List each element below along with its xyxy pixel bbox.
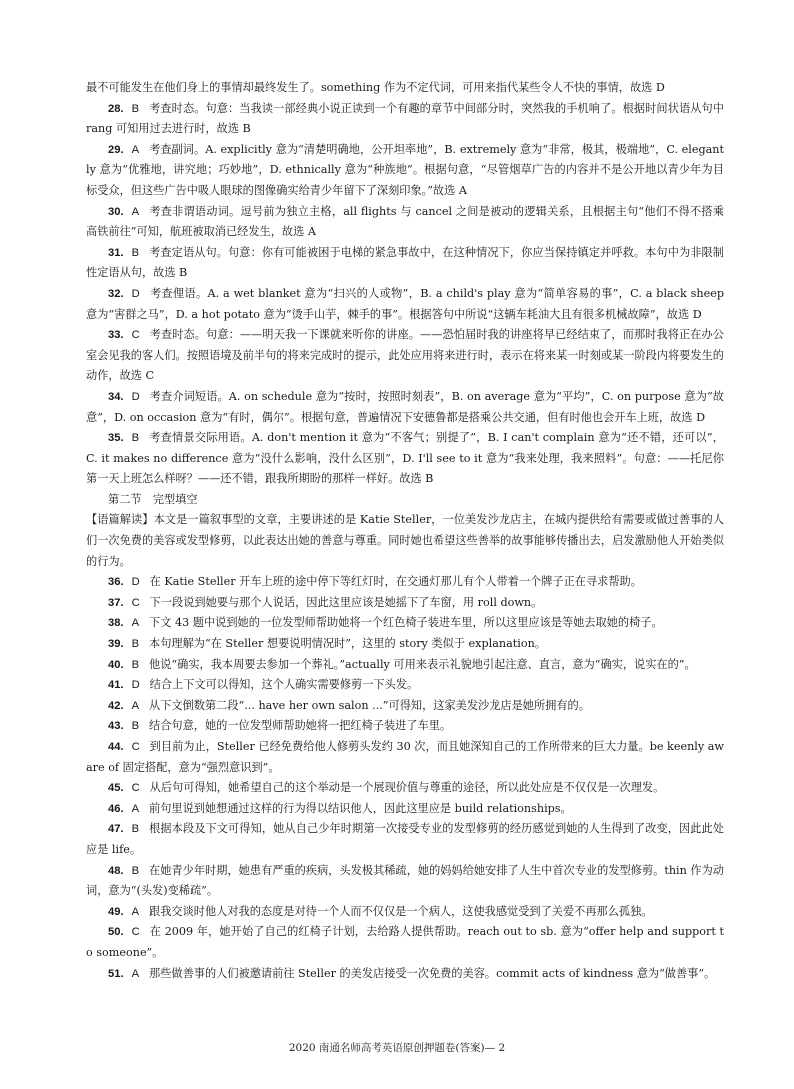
answer-letter: C	[131, 741, 140, 753]
explanation-text: 考查非谓语动词。逗号前为独立主格，all flights 与 cancel 之间是被动的逻辑关系，且根据主句“他们不得不搭乘高铁前往”可知，航班被取消已经发生，故选 A	[86, 204, 724, 239]
answer-letter: C	[131, 782, 140, 795]
answer-letter: A	[131, 617, 140, 630]
answer-letter: C	[131, 926, 140, 939]
answer-item	[86, 675, 724, 696]
explanation-text: 考查情景交际用语。A. don't mention it 意为“不客气；别提了”，B. I can't complain 意为“还不错，还可以”，C. it makes no difference 意为“没什么影响，没什么区别”，D. I'll see to it 意为“我来处理，我来照料”。句意：——托尼你第一天上班怎么样呀？——还不错，跟我所期盼的那样一样好。故选 B	[86, 431, 724, 486]
question-number: 28.	[108, 102, 124, 115]
explanation-text: 结合上下文可以得知，这个人确实需要修剪一下头发。	[149, 678, 419, 692]
answer-item	[86, 593, 724, 614]
explanation-text: 那些做善事的人们被邀请前往 Steller 的美发店接受一次免费的美容。commit acts of kindness 意为“做善事”。	[149, 966, 716, 980]
explanation-text: 在 Katie Steller 开车上班的途中停下等红灯时，在交通灯那儿有个人带着一个牌子正在寻求帮助。	[149, 575, 642, 589]
answer-letter: A	[131, 905, 140, 918]
answer-letter: A	[131, 967, 140, 980]
answer-item	[86, 428, 724, 490]
answer-item	[86, 922, 724, 963]
question-number: 47.	[108, 823, 124, 836]
answer-letter: B	[131, 102, 140, 115]
question-number: 46.	[108, 802, 124, 815]
answer-item	[86, 861, 724, 902]
answer-letter: A	[131, 143, 140, 156]
answer-item	[86, 819, 724, 860]
question-number: 41.	[108, 679, 124, 692]
answer-item	[86, 243, 724, 284]
question-number: 49.	[108, 905, 124, 918]
answer-item	[86, 737, 724, 778]
question-number: 44.	[108, 741, 124, 753]
question-number: 45.	[108, 782, 124, 795]
answer-item	[86, 284, 724, 325]
explanation-text: 到目前为止，Steller 已经免费给他人修剪头发约 30 次，而且她深知自己的工作所带来的巨大力量。be keenly aware of 固定搭配，意为“强烈意识到”。	[86, 740, 724, 774]
intro-line: 最不可能发生在他们身上的事情却最终发生了。something 作为不定代词，可用来指代某些令人不快的事情，故选 D	[86, 81, 665, 94]
question-number: 48.	[108, 864, 124, 877]
answer-item	[86, 99, 724, 140]
answer-letter: B	[131, 246, 140, 259]
answer-item	[86, 964, 724, 985]
answer-item	[86, 902, 724, 923]
question-number: 38.	[108, 617, 124, 630]
answer-letter: A	[131, 699, 140, 712]
page-footer: 2020 南通名师高考英语原创押题卷(答案)— 2	[288, 1042, 506, 1054]
answer-letter: B	[131, 823, 140, 836]
answer-letter: A	[131, 205, 140, 218]
explanation-text: 考查定语从句。句意：你有可能被困于电梯的紧急事故中，在这种情况下，你应当保持镇定并呼救。本句中为非限制性定语从句，故选 B	[86, 245, 724, 280]
passage-summary: 【语篇解读】本文是一篇叙事型的文章，主要讲述的是 Katie Steller，一位美发沙龙店主，在城内提供给有需要或做过善事的人们一次免费的美容或发型修剪，以此表达出她的善意与尊重。同时她也希望这些善举的故事能够传播出去，启发激励他人开始类似的行为。	[86, 513, 724, 568]
explanation-text: 考查副词。A. explicitly 意为“清楚明确地，公开坦率地”，B. extremely 意为“非常，极其，极端地”，C. elegantly 意为“优雅地，讲究地；巧妙地”，D. ethnically 意为“种族地”。根据句意，“尽管烟草广告的内容并不是公开地以青少年为目标受众，但这些广告中吸人眼球的图像确实给青少年留下了深刻印象。”故选 A	[86, 142, 724, 197]
explanation-text: 他说“确实，我本周要去参加一个葬礼。”actually 可用来表示礼貌地引起注意、直言，意为“确实，说实在的”。	[149, 657, 696, 671]
explanation-text: 前句里说到她想通过这样的行为得以结识他人，因此这里应是 build relationships。	[149, 801, 572, 815]
question-number: 40.	[108, 658, 124, 671]
section-title: 第二节 完型填空	[108, 492, 198, 506]
explanation-text: 下文 43 题中说到她的一位发型师帮助她将一个红色椅子装进车里，所以这里应该是等她去取她的椅子。	[149, 616, 663, 630]
answer-item	[86, 613, 724, 634]
answer-letter: C	[131, 596, 140, 609]
question-number: 34.	[108, 390, 124, 403]
answer-letter: D	[131, 287, 140, 300]
answer-item	[86, 799, 724, 820]
explanation-text: 根据本段及下文可得知，她从自己少年时期第一次接受专业的发型修剪的经历感觉到她的人生得到了改变，因此此处应是 life。	[86, 822, 724, 856]
explanation-text: 考查时态。句意：当我读一部经典小说正读到一个有趣的章节中间部分时，突然我的手机响了。根据时间状语从句中 rang 可知用过去进行时，故选 B	[86, 101, 724, 136]
question-number: 35.	[108, 432, 124, 445]
question-number: 29.	[108, 143, 124, 156]
answer-item	[86, 778, 724, 799]
question-number: 51.	[108, 967, 124, 980]
answer-letter: B	[131, 864, 140, 877]
answer-item	[86, 572, 724, 593]
answer-letter: D	[131, 576, 140, 589]
answer-letter: B	[131, 658, 140, 671]
question-number: 32.	[108, 287, 124, 300]
explanation-text: 结合句意，她的一位发型师帮助她将一把红椅子装进了车里。	[149, 719, 452, 733]
answer-item	[86, 325, 724, 387]
explanation-text: 跟我交谈时他人对我的态度是对待一个人而不仅仅是一个病人，这使我感觉受到了关爱不再那么孤独。	[149, 904, 653, 918]
explanation-text: 考查时态。句意：——明天我一下课就来听你的讲座。——恐怕届时我的讲座将早已经结束了，而那时我将正在办公室会见我的客人们。按照语境及前半句的将来完成时的提示，此处应用将来进行时，表示在将来某一时刻或某一阶段内将要发生的动作，故选 C	[86, 328, 724, 383]
question-number: 37.	[108, 596, 124, 609]
question-number: 42.	[108, 699, 124, 712]
explanation-text: 本句理解为“在 Steller 想要说明情况时”，这里的 story 类似于 explanation。	[149, 637, 546, 651]
answer-letter: B	[131, 720, 140, 733]
answer-letter: B	[131, 432, 140, 445]
cloze-answers	[86, 572, 724, 984]
explanation-text: 从后句可得知，她希望自己的这个举动是一个展现价值与尊重的途径，所以此处应是不仅仅是一次理发。	[149, 781, 665, 795]
explanation-text: 从下文倒数第二段“... have her own salon ...”可得知，这家美发沙龙店是她所拥有的。	[149, 698, 590, 712]
explanation-text: 下一段说到她要与那个人说话，因此这里应该是她摇下了车窗，用 roll down。	[149, 595, 543, 609]
answer-letter: D	[131, 679, 140, 692]
question-number: 50.	[108, 926, 124, 939]
answer-item	[86, 716, 724, 737]
explanation-text: 考查介词短语。A. on schedule 意为“按时，按照时刻表”，B. on average 意为“平均”，C. on purpose 意为“故意”，D. on occasion 意为“有时，偶尔”。根据句意，普遍情况下安德鲁都是搭乘公共交通，但有时他也会开车上班，故选 D	[86, 389, 724, 424]
answer-item	[86, 696, 724, 717]
explanation-text: 在 2009 年，她开始了自己的红椅子计划，去给路人提供帮助。reach out to sb. 意为“offer help and support to someone”。	[86, 925, 724, 959]
answer-letter: B	[131, 638, 140, 651]
answer-item	[86, 140, 724, 202]
answer-letter: A	[131, 802, 140, 815]
answer-item	[86, 202, 724, 243]
explanation-text: 在她青少年时期，她患有严重的疾病，头发极其稀疏，她的妈妈给她安排了人生中首次专业的发型修剪。thin 作为动词，意为“(头发)变稀疏”。	[86, 863, 724, 898]
question-number: 43.	[108, 720, 124, 733]
answer-item	[86, 634, 724, 655]
question-number: 36.	[108, 576, 124, 589]
answer-item	[86, 655, 724, 676]
answer-item	[86, 387, 724, 428]
answer-letter: C	[131, 329, 140, 342]
question-number: 33.	[108, 329, 124, 342]
grammar-answers	[86, 99, 724, 490]
question-number: 30.	[108, 205, 124, 218]
question-number: 31.	[108, 246, 124, 259]
answer-letter: D	[131, 390, 140, 403]
question-number: 39.	[108, 638, 124, 651]
explanation-text: 考查俚语。A. a wet blanket 意为“扫兴的人或物”，B. a child's play 意为“简单容易的事”，C. a black sheep 意为“害群之马”，D. a hot potato 意为“烫手山芋，棘手的事”。根据答句中所说“这辆车耗油大且有很多机械故障”，故选 D	[86, 286, 724, 321]
